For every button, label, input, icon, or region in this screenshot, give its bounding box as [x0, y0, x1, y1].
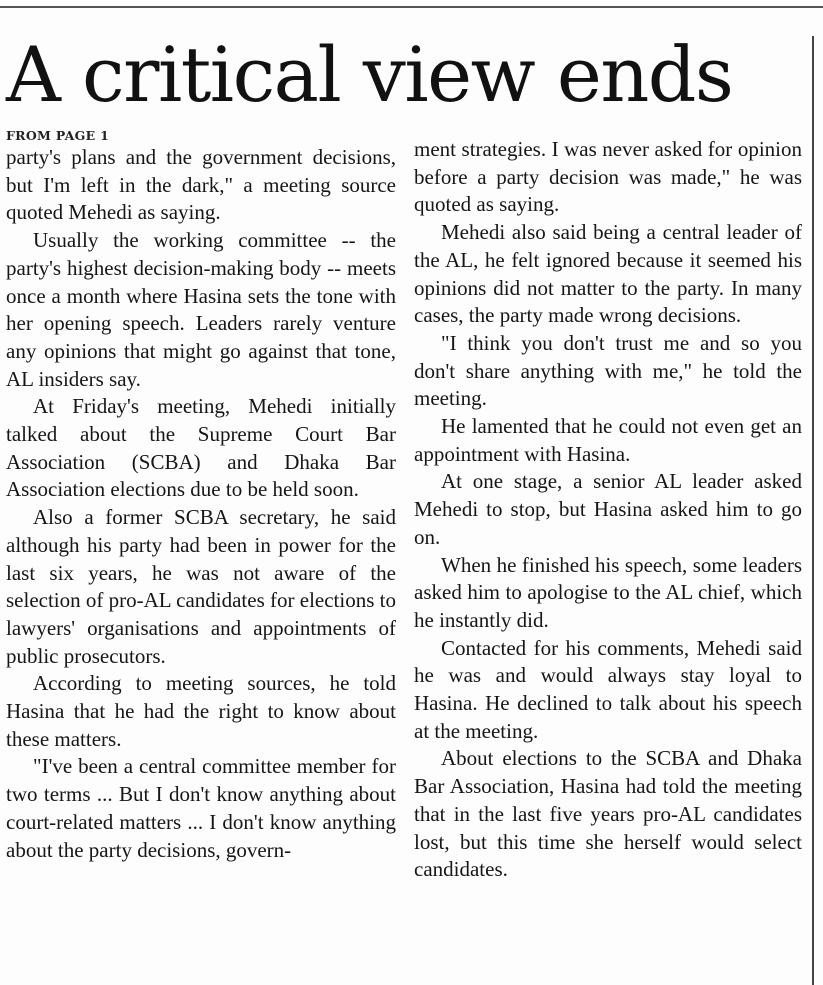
column-rule — [812, 36, 814, 985]
paragraph: According to meeting sources, he told Hasina that he had the right to know about these matters. — [6, 671, 396, 751]
top-rule — [0, 6, 823, 8]
paragraph: When he finished his speech, some leaders asked him to apologise to the AL chief, which he instantly did. — [414, 552, 802, 632]
paragraph: "I've been a central committee member for two terms ... But I don't know anything about court-related matters ... I don't know anything about the party decisions, govern- — [6, 754, 396, 862]
paragraph: Contacted for his comments, Mehedi said he was and would always stay loyal to Hasina. He declined to talk about his speech at the meeting. — [414, 635, 802, 743]
left-column — [6, 128, 396, 864]
paragraph: At Friday's meeting, Mehedi initially talked about the Supreme Court Bar Association (SCBA) and Dhaka Bar Association elections due to be held soon. — [6, 394, 396, 502]
paragraph: ment strategies. I was never asked for opinion before a party decision was made," he was quoted as saying. — [414, 137, 802, 217]
paragraph: Also a former SCBA secretary, he said although his party had been in power for the last six years, he was not aware of the selection of pro-AL candidates for elections to lawyers' organisations and appointments of public prosecutors. — [6, 505, 396, 668]
paragraph: party's plans and the government decisions, but I'm left in the dark," a meeting source quoted Mehedi as saying. — [6, 145, 396, 225]
paragraph: "I think you don't trust me and so you don't share anything with me," he told the meeting. — [414, 330, 802, 411]
paragraph: About elections to the SCBA and Dhaka Bar Association, Hasina had told the meeting that in the last five years pro-AL candidates lost, but this time she herself would select candidates. — [414, 746, 802, 882]
jump-line: FROM PAGE 1 — [6, 128, 110, 143]
headline: A critical view ends — [6, 30, 733, 119]
paragraph: Usually the working committee -- the party's highest decision-making body -- meets once a month where Hasina sets the tone with her opening speech. Leaders rarely venture any opinions that might go against that tone, AL insiders say. — [6, 228, 396, 391]
paragraph: Mehedi also said being a central leader of the AL, he felt ignored because it seemed his opinions did not matter to the party. In many cases, the party made wrong decisions. — [414, 220, 802, 328]
right-column — [414, 136, 802, 884]
paragraph: At one stage, a senior AL leader asked Mehedi to stop, but Hasina asked him to go on. — [414, 469, 802, 549]
paragraph: He lamented that he could not even get an appointment with Hasina. — [414, 414, 802, 466]
